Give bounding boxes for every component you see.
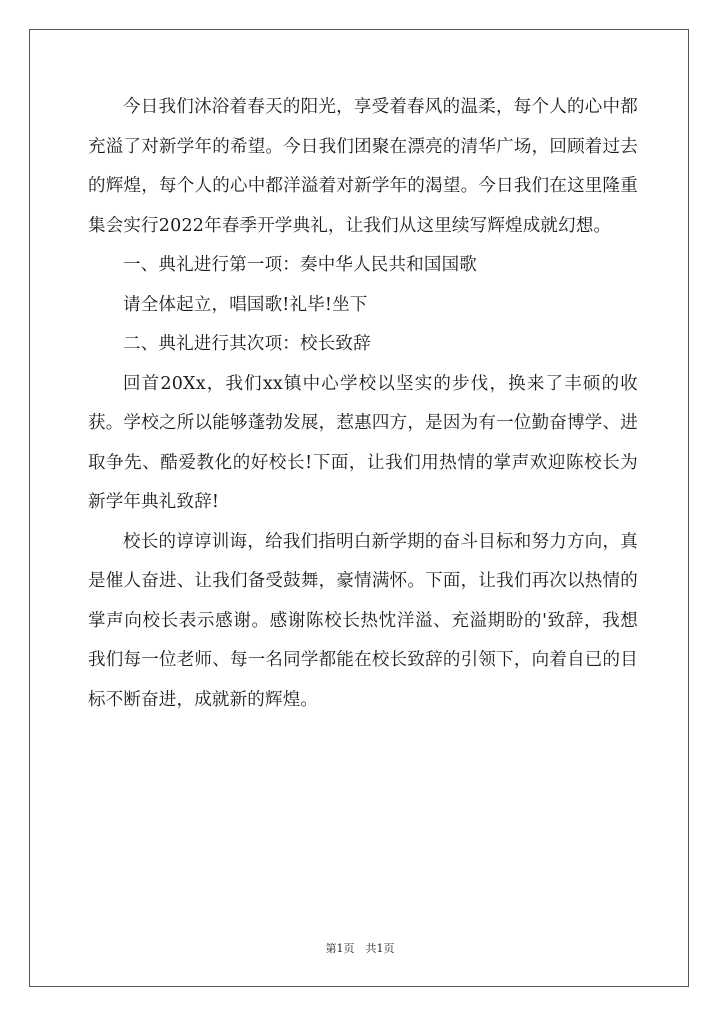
paragraph-thanks: 校长的谆谆训诲，给我们指明白新学期的奋斗目标和努力方向，真是催人奋进、让我们备受鼓舞，豪情满怀。下面，让我们再次以热情的掌声向校长表示感谢。感谢陈校长热忱洋溢、充溢期盼的'致辞，我想我们每一位老师、每一名同学都能在校长致辞的引领下，向着自已的目标不断奋进，成就新的辉煌。 xyxy=(88,531,638,710)
paragraph-review: 回首20Xx，我们xx镇中心学校以坚实的步伐，换来了丰硕的收获。学校之所以能够蓬勃发展，惹惠四方，是因为有一位勤奋博学、进取争先、酷爱教化的好校长!下面，让我们用热情的掌声欢迎陈校长为新学年典礼致辞! xyxy=(88,373,638,512)
page-footer: 第1页 共1页 xyxy=(325,942,395,955)
document-body xyxy=(88,88,638,720)
paragraph-item-one: 一、典礼进行第一项：奏中华人民共和国国歌 xyxy=(123,255,477,275)
paragraph-intro: 今日我们沐浴着春天的阳光，享受着春风的温柔，每个人的心中都充溢了对新学年的希望。今日我们团聚在漂亮的清华广场，回顾着过去的辉煌，每个人的心中都洋溢着对新学年的渴望。今日我们在这里隆重集会实行2022年春季开学典礼，让我们从这里续写辉煌成就幻想。 xyxy=(88,97,638,236)
paragraph-item-two: 二、典礼进行其次项：校长致辞 xyxy=(123,334,371,354)
paragraph-stand-up: 请全体起立，唱国歌!礼毕!坐下 xyxy=(123,294,368,315)
